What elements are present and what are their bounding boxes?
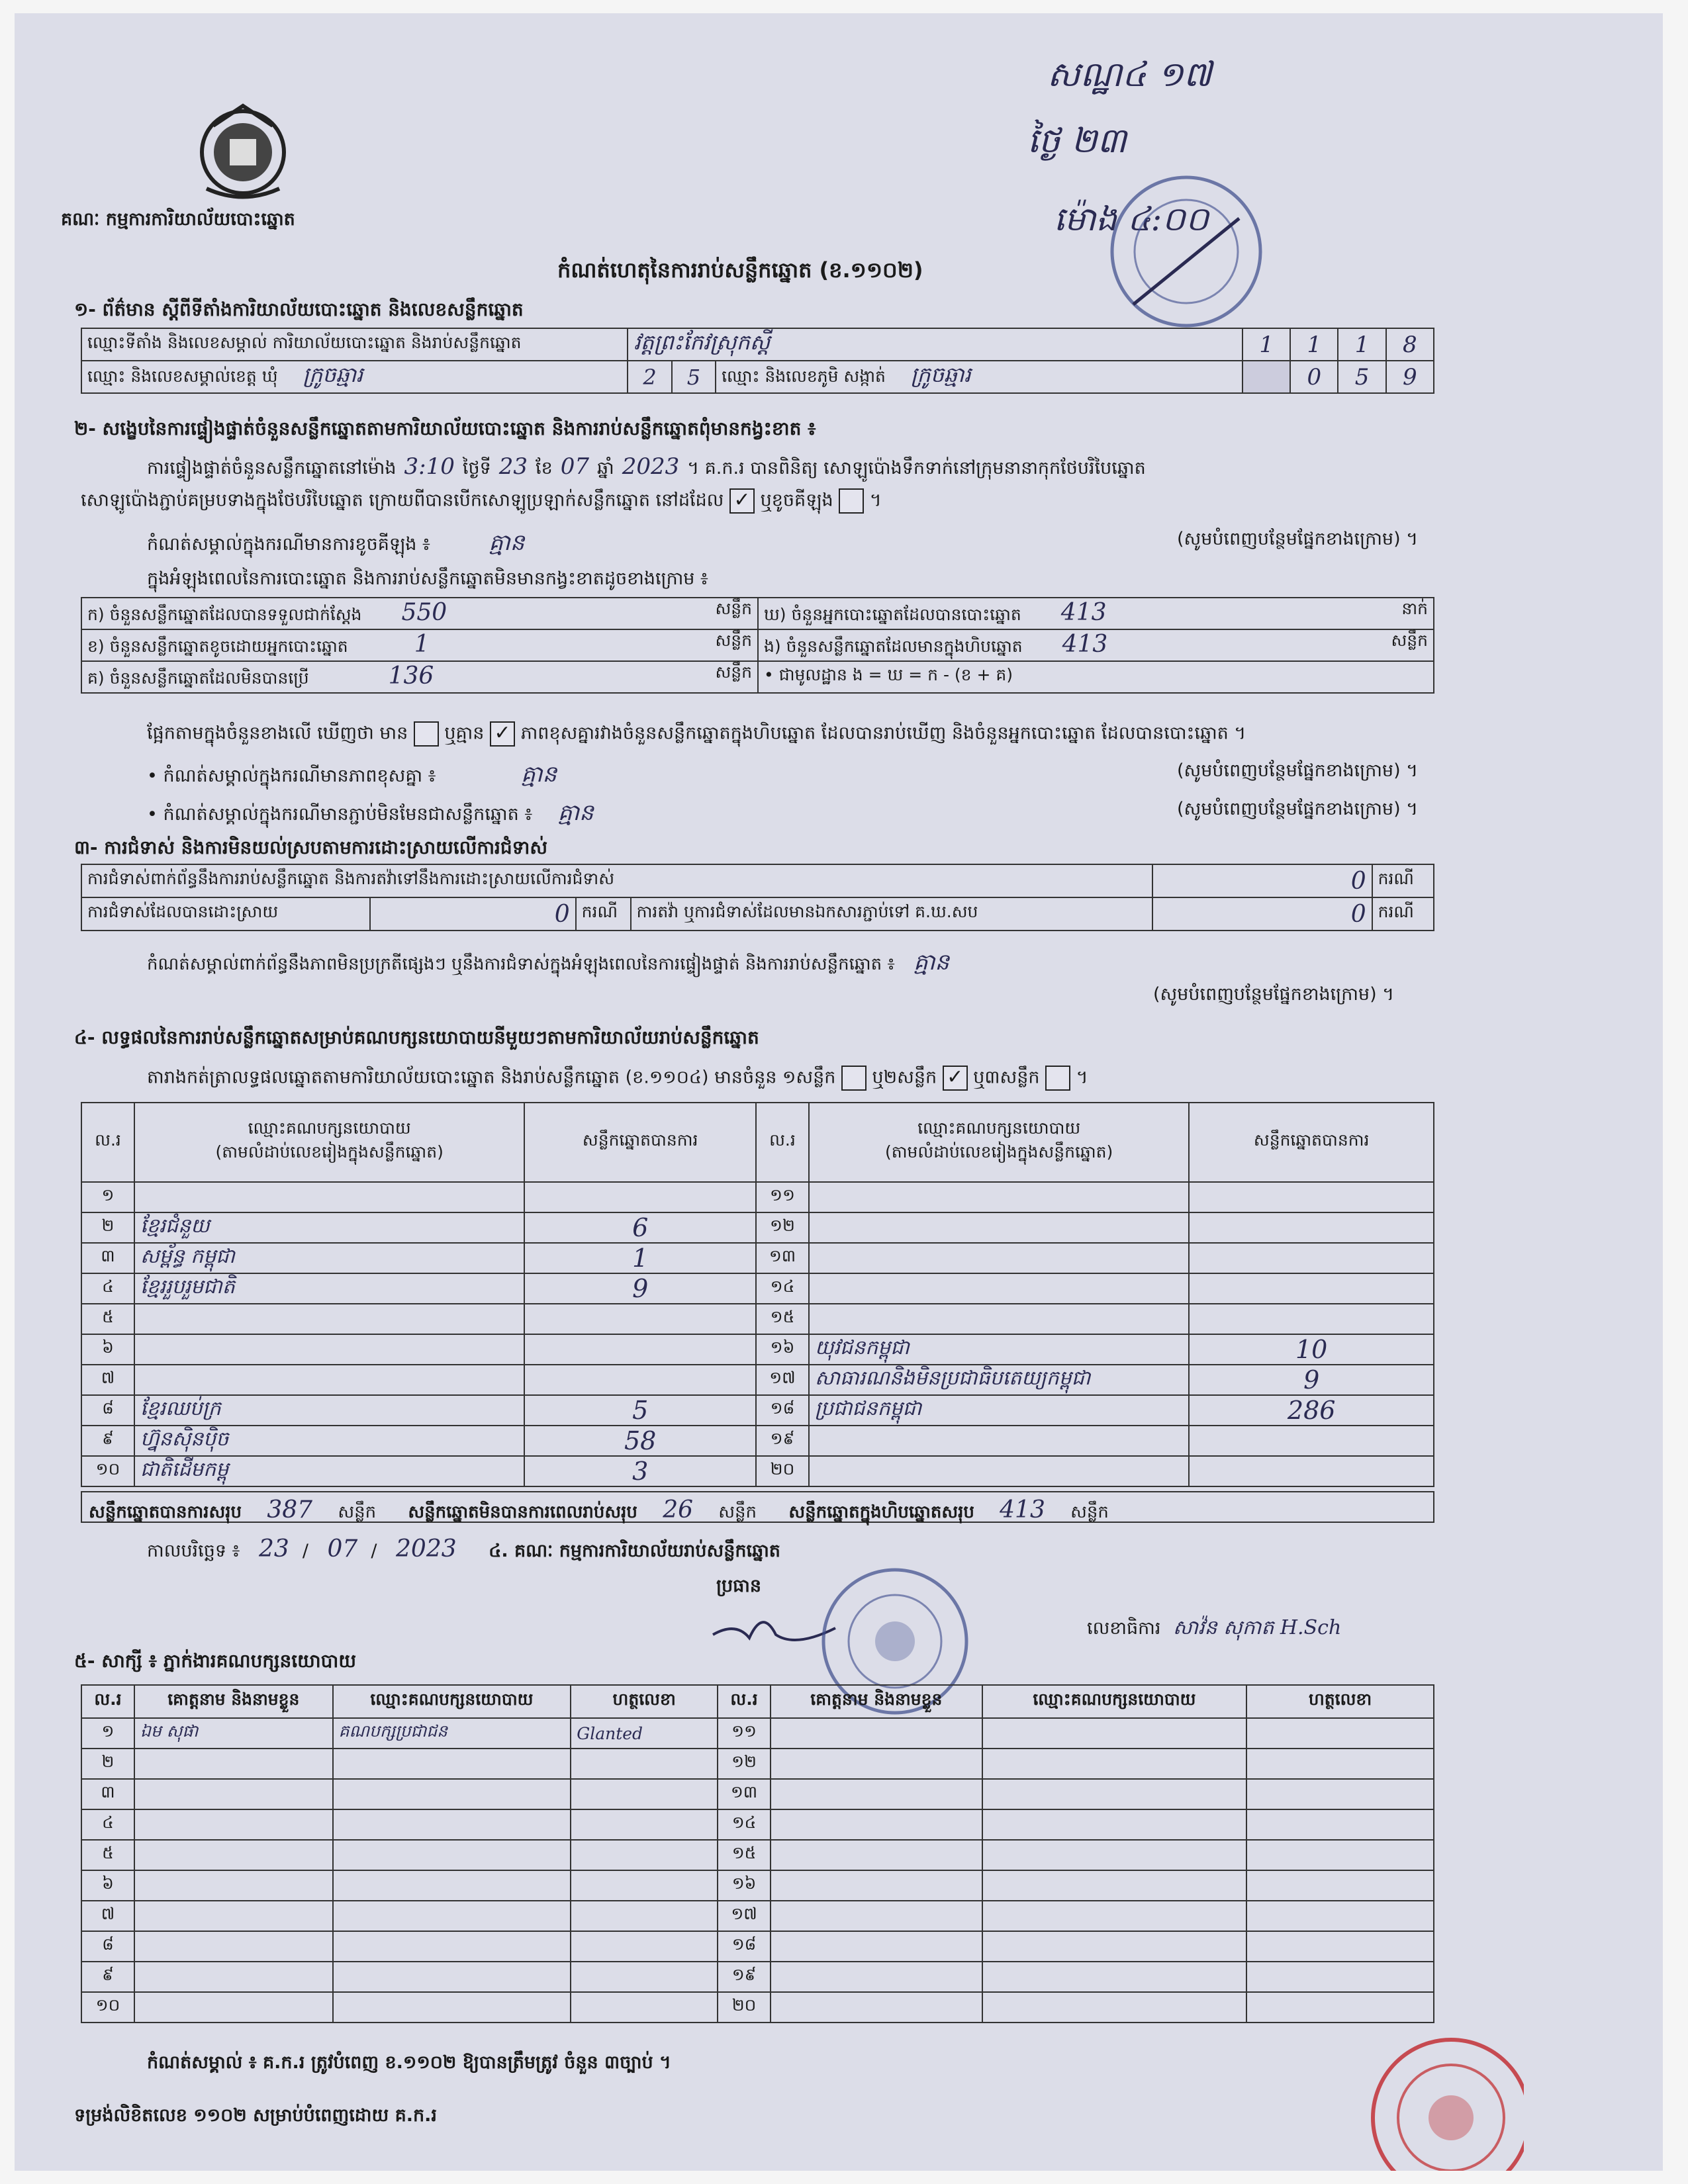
witness-name: [771, 1901, 982, 1931]
party-name: [134, 1182, 524, 1212]
row-number: ១១: [718, 1718, 771, 1749]
party-votes: [1189, 1243, 1434, 1273]
witness-party: [982, 1870, 1247, 1901]
red-stamp: [1352, 2025, 1524, 2171]
witness-party: [982, 1840, 1247, 1870]
party-name: [809, 1273, 1189, 1304]
witness-row: [81, 1962, 1434, 1992]
row-number: ៩: [81, 1962, 134, 1992]
row-number: ១: [81, 1718, 134, 1749]
row-number: ៣: [81, 1779, 134, 1809]
section2-para1: ការផ្ទៀងផ្ទាត់ចំនួនសន្លឹកឆ្នោតនៅម៉ោង 3:10 ថ្ងៃទី 23 ខែ 07 ឆ្នាំ 2023 ។ គ.ក.រ បានពិនិត្យ សោឡូប៉ោងទឹកទាក់នៅក្រុមនានាកុកថែបរិបៃឆ្នោត: [147, 453, 1146, 480]
discrepancy-no-checkbox[interactable]: ✓: [490, 721, 515, 747]
sheets-2-checkbox[interactable]: ✓: [943, 1066, 968, 1091]
row-number: ១៧: [756, 1365, 809, 1395]
row-number: ១៣: [756, 1243, 809, 1273]
party-name: [809, 1426, 1189, 1456]
witness-party: [982, 1901, 1247, 1931]
party-votes: 9: [1189, 1365, 1434, 1395]
witness-signature: [1246, 1779, 1434, 1809]
party-name: [134, 1334, 524, 1365]
witness-name: [134, 1962, 333, 1992]
commune-digit: 0: [1290, 361, 1338, 393]
date-line: កាលបរិច្ឆេទ ៖ 23 / 07 / 2023 ៤. គណៈ កម្មការការិយាល័យរាប់សន្លឹកឆ្នោត: [147, 1535, 780, 1563]
witness-name: [771, 1779, 982, 1809]
row-number: ៧: [81, 1365, 134, 1395]
row-number: ១៦: [718, 1870, 771, 1901]
party-name: ខ្មែរឈប់ក្រ: [134, 1395, 524, 1426]
witness-row: [81, 1901, 1434, 1931]
check-time: 3:10: [404, 453, 455, 480]
witness-party: គណបក្សប្រជាជន: [333, 1718, 571, 1749]
witness-party: [333, 1870, 571, 1901]
witness-party: [333, 1749, 571, 1779]
row-number: ១៣: [718, 1779, 771, 1809]
witness-name: [134, 1992, 333, 2023]
party-votes: [524, 1334, 756, 1365]
witness-party: [982, 1962, 1247, 1992]
witness-name: [771, 1992, 982, 2023]
witness-signature: [571, 1749, 718, 1779]
witness-signature: [571, 1870, 718, 1901]
witness-name: [134, 1840, 333, 1870]
total-invalid-value: 26: [663, 1496, 694, 1524]
section4-title: ៤- លទ្ធផលនៃការរាប់សន្លឹកឆ្នោតសម្រាប់គណបក្សនយោបាយនីមួយៗតាមការិយាល័យរាប់សន្លឹកឆ្នោត: [74, 1026, 759, 1048]
row-number: ៤: [81, 1809, 134, 1840]
check-day: 23: [498, 453, 528, 480]
section2-para2: សោឡូប៉ោងភ្ជាប់គម្របទាងក្នុងថែបរិបៃឆ្នោត ក្រោយពីបានបើកសោឡូប្រឡាក់សន្លឹកឆ្នោត នៅដដែល ✓ ឬខូចគីឡុង ។: [81, 488, 882, 516]
witness-name: [134, 1779, 333, 1809]
party-votes: 58: [524, 1426, 756, 1456]
footer-bottom: ទម្រង់លិខិតលេខ ១១០២ សម្រាប់បំពេញដោយ គ.ក.រ: [74, 2105, 437, 2126]
commune-digit: 9: [1386, 361, 1434, 393]
party-name: ហ្វ៊ុនស៊ិនប៉ិច: [134, 1426, 524, 1456]
witness-signature: [1246, 1901, 1434, 1931]
results-row: [81, 1365, 1434, 1395]
party-votes: [524, 1182, 756, 1212]
section5-title: ៥- សាក្សី ៖ ភ្នាក់ងារគណបក្សនយោបាយ: [74, 1650, 357, 1672]
witness-signature: [1246, 1749, 1434, 1779]
witness-row: [81, 1870, 1434, 1901]
check-year: 2023: [622, 453, 680, 480]
total-box-value: 413: [1000, 1496, 1045, 1524]
emblem-icon: [187, 99, 299, 205]
witness-name: [771, 1749, 982, 1779]
unused-ballots-value: 136: [388, 662, 434, 690]
witness-name: [771, 1962, 982, 1992]
section2-intro: ក្នុងអំឡុងពេលនៃការបោះឆ្នោត និងការរាប់សន្លឹកឆ្នោតមិនមានកង្វះខាតដូចខាងក្រោម ៖: [147, 569, 708, 589]
witness-name: [771, 1931, 982, 1962]
witness-signature: [571, 1840, 718, 1870]
row-number: ១៩: [756, 1426, 809, 1456]
secretary-signature: សាវ៉ន សុកាត H.Sch: [1173, 1616, 1342, 1639]
party-name: សាធារណនិងមិនប្រជាធិបតេយ្យកម្ពុជា: [809, 1365, 1189, 1395]
witness-signature: Glanted: [571, 1718, 718, 1749]
witness-name: [134, 1901, 333, 1931]
witness-party: [333, 1779, 571, 1809]
party-name: [134, 1365, 524, 1395]
objection-row1-value: 0: [1152, 864, 1372, 897]
party-votes: 286: [1189, 1395, 1434, 1426]
commune-value: ក្រូចឆ្មារ: [910, 362, 971, 387]
row-number: ១៥: [718, 1840, 771, 1870]
witness-name: [134, 1749, 333, 1779]
witness-signature: [571, 1809, 718, 1840]
witness-party: [333, 1992, 571, 2023]
chair-label: ប្រធាន: [716, 1576, 762, 1596]
witness-row: [81, 1718, 1434, 1749]
witness-party: [982, 1931, 1247, 1962]
row-number: ៨: [81, 1395, 134, 1426]
sheets-3-checkbox[interactable]: [1045, 1066, 1070, 1091]
objection-table: ការជំទាស់ពាក់ព័ន្ធនឹងការរាប់សន្លឹកឆ្នោត និងការតវ៉ាទៅនឹងការដោះស្រាយលើការជំទាស់ 0 ករណី ការជំទាស់ដែលបានដោះស្រាយ 0 ករណី ការតវ៉ា ឬការជំទាស់ដែលមានឯកសារភ្ជាប់ទៅ គ.ឃ.សប 0 ករណី: [81, 864, 1434, 931]
province-value: ក្រូចឆ្មារ: [303, 362, 363, 387]
witness-name: [134, 1870, 333, 1901]
secretary-line: លេខាធិការ សាវ៉ន សុកាត H.Sch: [1087, 1616, 1342, 1639]
party-name: ខ្មែររួបរួមជាតិ: [134, 1273, 524, 1304]
party-votes: [1189, 1182, 1434, 1212]
row-number: ១២: [718, 1749, 771, 1779]
results-row: [81, 1212, 1434, 1243]
party-votes: [524, 1365, 756, 1395]
section2-note-value: គ្មាន: [489, 529, 525, 556]
form-title: កំណត់ហេតុនៃការរាប់សន្លឹកឆ្នោត (ខ.១១០២): [557, 257, 923, 283]
row-number: ៤: [81, 1273, 134, 1304]
party-name: ប្រជាជនកម្ពុជា: [809, 1395, 1189, 1426]
row-number: ១៨: [718, 1931, 771, 1962]
row-number: ៦: [81, 1870, 134, 1901]
results-row: [81, 1395, 1434, 1426]
discrepancy-yes-checkbox[interactable]: [414, 721, 439, 747]
date-month: 07: [327, 1535, 358, 1563]
location-label: ឈ្មោះទីតាំង និងលេខសម្គាល់ ការិយាល័យបោះឆ្នោត និងរាប់សន្លឹកឆ្នោត: [81, 328, 628, 361]
row-number: ១៤: [718, 1809, 771, 1840]
total-valid-value: 387: [267, 1496, 313, 1524]
witness-signature: [1246, 1992, 1434, 2023]
section3-note: កំណត់សម្គាល់ពាក់ព័ន្ធនឹងភាពមិនប្រក្រតីផ្សេងៗ ឬនឹងការជំទាស់ក្នុងអំឡុងពេលនៃការផ្ទៀងផ្ទាត់ និងការរាប់សន្លឹកឆ្នោត ៖ គ្មាន: [147, 949, 950, 976]
location-digit: 1: [1338, 328, 1385, 361]
party-name: [809, 1304, 1189, 1334]
seal-intact-checkbox[interactable]: ✓: [729, 488, 755, 514]
witness-party: [333, 1931, 571, 1962]
seal-broken-checkbox[interactable]: [839, 488, 864, 514]
location-table: [81, 328, 1434, 394]
section2-bullet1: • កំណត់សម្គាល់ក្នុងករណីមានភាពខុសគ្នា ៖ គ្មាន (សូមបំពេញបន្ថែមផ្នែកខាងក្រោម) ។: [147, 760, 1418, 788]
results-row: [81, 1243, 1434, 1273]
party-votes: 6: [524, 1212, 756, 1243]
witness-signature: [571, 1962, 718, 1992]
row-number: ៣: [81, 1243, 134, 1273]
province-digit: 2: [628, 361, 671, 393]
location-digit: 1: [1290, 328, 1338, 361]
totals-row: សន្លឹកឆ្នោតបានការសរុប 387 សន្លឹក សន្លឹកឆ្នោតមិនបានការពេលរាប់សរុប 26 សន្លឹក សន្លឹកឆ្នោតក្នុងហិបឆ្នោតសរុប 413 សន្លឹក: [81, 1491, 1434, 1523]
party-name: [809, 1243, 1189, 1273]
party-votes: 1: [524, 1243, 756, 1273]
row-number: ១: [81, 1182, 134, 1212]
party-name: សម្ព័ន្ធ កម្ពុជា: [134, 1243, 524, 1273]
witness-signature: [571, 1779, 718, 1809]
spoiled-ballots-value: 1: [414, 630, 430, 658]
date-day: 23: [259, 1535, 289, 1563]
witness-name: [771, 1870, 982, 1901]
party-name: [809, 1212, 1189, 1243]
commune-label: ឈ្មោះ និងលេខភូមិ សង្កាត់: [722, 367, 886, 386]
row-number: ៧: [81, 1901, 134, 1931]
party-votes: 9: [524, 1273, 756, 1304]
row-number: ១៥: [756, 1304, 809, 1334]
witness-name: [134, 1809, 333, 1840]
witness-name: [771, 1809, 982, 1840]
form-page: [15, 13, 1663, 2171]
witness-name: [771, 1718, 982, 1749]
handwritten-ref-1: សណ្ឋ៤ ១៧: [1047, 55, 1212, 95]
objection-row2-value: 0: [370, 897, 576, 931]
witness-party: [333, 1840, 571, 1870]
witness-row: [81, 1840, 1434, 1870]
witness-party: [982, 1779, 1247, 1809]
witness-party: [982, 1992, 1247, 2023]
witness-signature: [571, 1992, 718, 2023]
row-number: ១៨: [756, 1395, 809, 1426]
date-year: 2023: [396, 1535, 457, 1563]
witness-party: [982, 1809, 1247, 1840]
results-row: [81, 1456, 1434, 1486]
received-ballots-value: 550: [401, 598, 447, 626]
witness-party: [982, 1718, 1247, 1749]
witness-signature: [1246, 1718, 1434, 1749]
witness-party: [333, 1962, 571, 1992]
witness-party: [333, 1901, 571, 1931]
row-number: ១៤: [756, 1273, 809, 1304]
location-value: វត្តព្រះកែវស្រុកស្ដី: [628, 328, 1243, 361]
witness-row: [81, 1931, 1434, 1962]
row-number: ១០: [81, 1456, 134, 1486]
section4-intro: តារាងកត់ត្រាលទ្ធផលឆ្នោតតាមការិយាល័យបោះឆ្នោត និងរាប់សន្លឹកឆ្នោត (ខ.១១០៤) មានចំនួន ១សន្លឹក ឬ២សន្លឹក ✓ ឬ៣សន្លឹក ។: [147, 1066, 1088, 1093]
row-number: ១០: [81, 1992, 134, 2023]
witness-row: [81, 1779, 1434, 1809]
party-name: យុវជនកម្ពុជា: [809, 1334, 1189, 1365]
results-table: ល.រ ឈ្មោះគណបក្សនយោបាយ (តាមលំដាប់លេខរៀងក្នុងសន្លឹកឆ្នោត) សន្លឹកឆ្នោតបានការ ល.រ ឈ្មោះគណបក្សនយោបាយ (តាមលំដាប់លេខរៀងក្នុងសន្លឹកឆ្នោត) សន្លឹកឆ្នោតបានការ ១ ១១ ២ ខ្មែរជំនួយ 6 ១២ ៣ សម្ព័ន្ធ កម្ពុជា 1 ១៣ ៤ ខ្មែររួបរួមជាតិ 9 ១៤ ៥ ១៥ ៦ ១៦ យុវជនកម្ពុជា 10 ៧ ១៧ សាធារណនិងមិនប្រជាធិបតេយ្យកម្ពុជា 9 ៨ ខ្មែរឈប់ក្រ 5 ១៨ ប្រជាជនកម្ពុជា 286 ៩ ហ្វ៊ុនស៊ិនប៉ិច 58 ១៩ ១០ ជាតិដើមកម្ពុ 3 ២០: [81, 1102, 1434, 1487]
section2-note: កំណត់សម្គាល់ក្នុងករណីមានការខូចគីឡុង ៖ គ្មាន (សូមបំពេញបន្ថែមផ្នែកខាងក្រោម) ។: [147, 529, 1418, 556]
ballots-in-box-value: 413: [1062, 630, 1108, 658]
check-month: 07: [560, 453, 589, 480]
sheets-1-checkbox[interactable]: [841, 1066, 867, 1091]
party-votes: 10: [1189, 1334, 1434, 1365]
footer-note: កំណត់សម្គាល់ ៖ គ.ក.រ ត្រូវបំពេញ ខ.១១០២ ឱ្យបានត្រឹមត្រូវ ចំនួន ៣ច្បាប់ ។: [147, 2052, 671, 2073]
section1-title: ១- ព័ត៌មាន ស្ដីពីទីតាំងការិយាល័យបោះឆ្នោត និងលេខសន្លឹកឆ្នោត: [74, 298, 524, 320]
party-votes: [1189, 1273, 1434, 1304]
witness-signature: [1246, 1840, 1434, 1870]
row-number: ១២: [756, 1212, 809, 1243]
witness-signature: [1246, 1809, 1434, 1840]
party-name: ខ្មែរជំនួយ: [134, 1212, 524, 1243]
row-number: ២: [81, 1212, 134, 1243]
row-number: ៩: [81, 1426, 134, 1456]
party-votes: [1189, 1426, 1434, 1456]
row-number: ២: [81, 1749, 134, 1779]
witness-signature: [1246, 1931, 1434, 1962]
witness-party: [333, 1809, 571, 1840]
province-label: ឈ្មោះ និងលេខសម្គាល់ខេត្ត ឃុំ: [87, 367, 278, 386]
party-name: [809, 1182, 1189, 1212]
row-number: ៨: [81, 1931, 134, 1962]
section2-compare: ផ្អែកតាមក្នុងចំនួនខាងលើ ឃើញថា មាន ឬគ្មាន ✓ ភាពខុសគ្នារវាងចំនួនសន្លឹកឆ្នោតក្នុងហិបឆ្នោត ដែលបានរាប់ឃើញ និងចំនួនអ្នកបោះឆ្នោត ដែលបានបោះឆ្នោត ។: [147, 721, 1246, 749]
witness-signature: [1246, 1870, 1434, 1901]
section2-title: ២- សង្ខេបនៃការផ្ទៀងផ្ទាត់ចំនួនសន្លឹកឆ្នោតតាមការិយាល័យបោះឆ្នោត និងការរាប់សន្លឹកឆ្នោតពុំមានកង្វះខាត ៖: [74, 418, 816, 439]
location-digit: 1: [1243, 328, 1290, 361]
ballot-count-table: ក) ចំនួនសន្លឹកឆ្នោតដែលបានទទួលជាក់ស្ដែង 550 សន្លឹក ឃ) ចំនួនអ្នកបោះឆ្នោតដែលបានបោះឆ្នោត 413 នាក់ ខ) ចំនួនសន្លឹកឆ្នោតខូចដោយអ្នកបោះឆ្នោត 1 សន្លឹក ង) ចំនួនសន្លឹកឆ្នោតដែលមានក្នុងហិបឆ្នោត 413 សន្លឹក គ) ចំនួនសន្លឹកឆ្នោតដែលមិនបានប្រើ 136 សន្លឹក • ជាមូលដ្ឋាន ង = ឃ = ក - (ខ + គ): [81, 597, 1434, 694]
party-name: [809, 1456, 1189, 1486]
row-number: ១៦: [756, 1334, 809, 1365]
witness-table: ល.រ គោត្តនាម និងនាមខ្លួន ឈ្មោះគណបក្សនយោបាយ ហត្ថលេខា ល.រ គោត្តនាម និងនាមខ្លួន ឈ្មោះគណបក្សនយោបាយ ហត្ថលេខា ១ ឯម សុផា គណបក្សប្រជាជន Glanted ១១ ២ ១២ ៣ ១៣ ៤ ១៤ ៥ ១៥ ៦ ១៦ ៧ ១៧ ៨ ១៨ ៩ ១៩ ១០ ២០: [81, 1684, 1434, 2023]
org-top-label: គណៈ កម្មការការិយាល័យបោះឆ្នោត: [61, 209, 295, 230]
location-digit: 8: [1386, 328, 1434, 361]
row-number: ២០: [718, 1992, 771, 2023]
witness-signature: [1246, 1962, 1434, 1992]
witness-row: [81, 1992, 1434, 2023]
row-number: ១១: [756, 1182, 809, 1212]
party-votes: [1189, 1212, 1434, 1243]
party-votes: [524, 1304, 756, 1334]
row-number: ២០: [756, 1456, 809, 1486]
witness-signature: [571, 1901, 718, 1931]
section3-title: ៣- ការជំទាស់ និងការមិនយល់ស្របតាមការដោះស្រាយលើការជំទាស់: [74, 837, 547, 858]
voters-value: 413: [1060, 598, 1107, 626]
witness-party: [982, 1749, 1247, 1779]
results-row: [81, 1334, 1434, 1365]
witness-row: [81, 1749, 1434, 1779]
row-number: ១៧: [718, 1901, 771, 1931]
row-number: ១៩: [718, 1962, 771, 1992]
row-number: ៥: [81, 1304, 134, 1334]
party-votes: 3: [524, 1456, 756, 1486]
witness-row: [81, 1809, 1434, 1840]
objection-row1-label: ការជំទាស់ពាក់ព័ន្ធនឹងការរាប់សន្លឹកឆ្នោត និងការតវ៉ាទៅនឹងការដោះស្រាយលើការជំទាស់: [81, 864, 1152, 897]
objection-row2-value2: 0: [1152, 897, 1372, 931]
witness-name: ឯម សុផា: [134, 1718, 333, 1749]
results-row: [81, 1273, 1434, 1304]
results-row: [81, 1182, 1434, 1212]
party-votes: [1189, 1304, 1434, 1334]
results-row: [81, 1304, 1434, 1334]
party-votes: [1189, 1456, 1434, 1486]
section3-note-suffix: (សូមបំពេញបន្ថែមផ្នែកខាងក្រោម) ។: [1153, 984, 1394, 1005]
witness-signature: [571, 1931, 718, 1962]
commune-digit: 5: [1338, 361, 1385, 393]
formula-label: • ជាមូលដ្ឋាន ង = ឃ = ក - (ខ + គ): [758, 661, 1434, 693]
section2-bullet2: • កំណត់សម្គាល់ក្នុងករណីមានភ្ជាប់មិនមែនជាសន្លឹកឆ្នោត ៖ គ្មាន (សូមបំពេញបន្ថែមផ្នែកខាងក្រោម) ។: [147, 799, 1418, 826]
party-name: [134, 1304, 524, 1334]
party-name: ជាតិដើមកម្ពុ: [134, 1456, 524, 1486]
party-votes: 5: [524, 1395, 756, 1426]
results-row: [81, 1426, 1434, 1456]
row-number: ៦: [81, 1334, 134, 1365]
witness-name: [134, 1931, 333, 1962]
province-digit: 5: [672, 361, 716, 393]
handwritten-ref-2: ថ្ងៃ ២៣: [1027, 121, 1127, 161]
handwritten-ref-3: ម៉ោង ៤:០០: [1054, 200, 1209, 238]
witness-name: [771, 1840, 982, 1870]
row-number: ៥: [81, 1840, 134, 1870]
official-stamp-blue: [1094, 172, 1279, 331]
